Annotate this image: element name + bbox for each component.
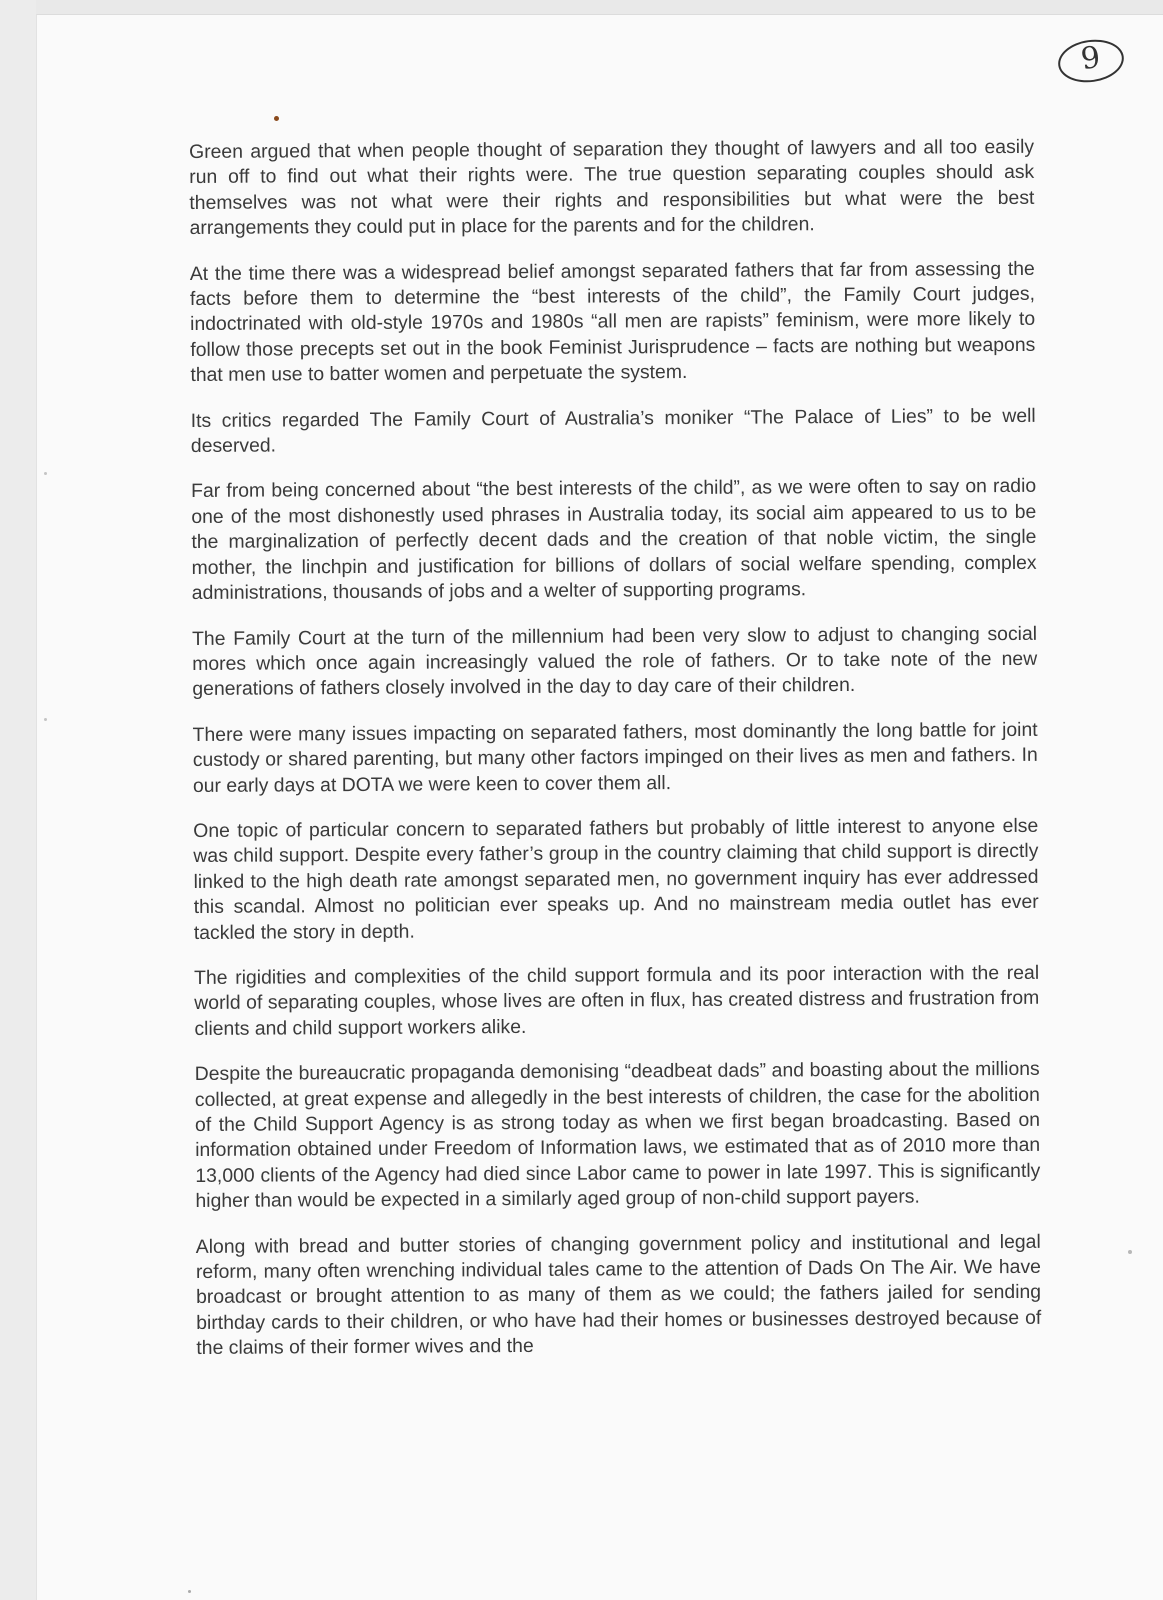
paragraph: One topic of particular concern to separated fathers but probably of little interest to anyone else was child support. Despite every father’s group in the country claiming that child support is directly linked to the high death rate amongst separated men, no government inquiry has ever addressed this scandal. Almost no politician ever speaks up. And no mainstream media outlet has ever tackled the story in depth. xyxy=(193,814,1039,944)
scan-speck xyxy=(44,718,47,721)
scan-speck xyxy=(188,1590,191,1593)
scan-speck xyxy=(1128,1250,1132,1254)
paragraph: The rigidities and complexities of the child support formula and its poor interaction with the real world of separating couples, whose lives are often in flux, has created distress and frustration from clients and child support workers alike. xyxy=(194,961,1040,1040)
paragraph: At the time there was a widespread belief amongst separated fathers that far from assessing the facts before them to determine the “best interests of the child”, the Family Court judges, indoctrinated with old-style 1970s and 1980s “all men are rapists” feminism, were more likely to follow those precepts set out in the book Feminist Jurisprudence – facts are nothing but weapons that men use to batter women and perpetuate the system. xyxy=(189,257,1036,387)
ink-dot xyxy=(274,116,279,121)
scan-edge-left xyxy=(0,0,36,1600)
paragraph: Along with bread and butter stories of changing government policy and institutional and legal reform, many often wrenching individual tales came to the attention of Dads On The Air. We have broadcast or brought attention to as many of them as we could; the fathers jailed for sending birthday cards to their children, or who have had their homes or businesses destroyed because of the claims of their former wives and the xyxy=(195,1230,1042,1360)
body-text xyxy=(189,135,1042,1382)
paragraph: Its critics regarded The Family Court of Australia’s moniker “The Palace of Lies” to be well deserved. xyxy=(190,404,1036,458)
paragraph: Far from being concerned about “the best interests of the child”, as we were often to say on radio one of the most dishonestly used phrases in Australia today, its social aim appeared to us to be the marginalization of perfectly decent dads and the creation of that noble victim, the single mother, the linchpin and justification for billions of dollars of social welfare spending, complex administrations, thousands of jobs and a welter of supporting programs. xyxy=(191,475,1037,605)
paragraph: Despite the bureaucratic propaganda demonising “deadbeat dads” and boasting about the millions collected, at great expense and allegedly in the best interests of children, the case for the abolition of the Child Support Agency is as strong today as when we first began broadcasting. Based on information obtained under Freedom of Information laws, we estimated that as of 2010 more than 13,000 clients of the Agency had died since Labor came to power in late 1997. This is significantly higher than would be expected in a similarly aged group of non-child support payers. xyxy=(194,1058,1041,1213)
paragraph: Green argued that when people thought of separation they thought of lawyers and all too easily run off to find out what their rights were. The true question separating couples should ask themselves was not what were their rights and responsibilities but what were the best arrangements they could put in place for the parents and for the children. xyxy=(189,135,1035,240)
scan-edge-top xyxy=(0,0,1163,14)
paragraph: There were many issues impacting on separated fathers, most dominantly the long battle for joint custody or shared parenting, but many other factors impinged on their lives as men and fathers. In our early days at DOTA we were keen to cover them all. xyxy=(192,718,1038,797)
scan-speck xyxy=(44,472,47,475)
page-number: 9 xyxy=(1055,36,1126,87)
paragraph: The Family Court at the turn of the millennium had been very slow to adjust to changing social mores which once again increasingly valued the role of fathers. Or to take note of the new generations of fathers closely involved in the day to day care of their children. xyxy=(191,622,1038,701)
